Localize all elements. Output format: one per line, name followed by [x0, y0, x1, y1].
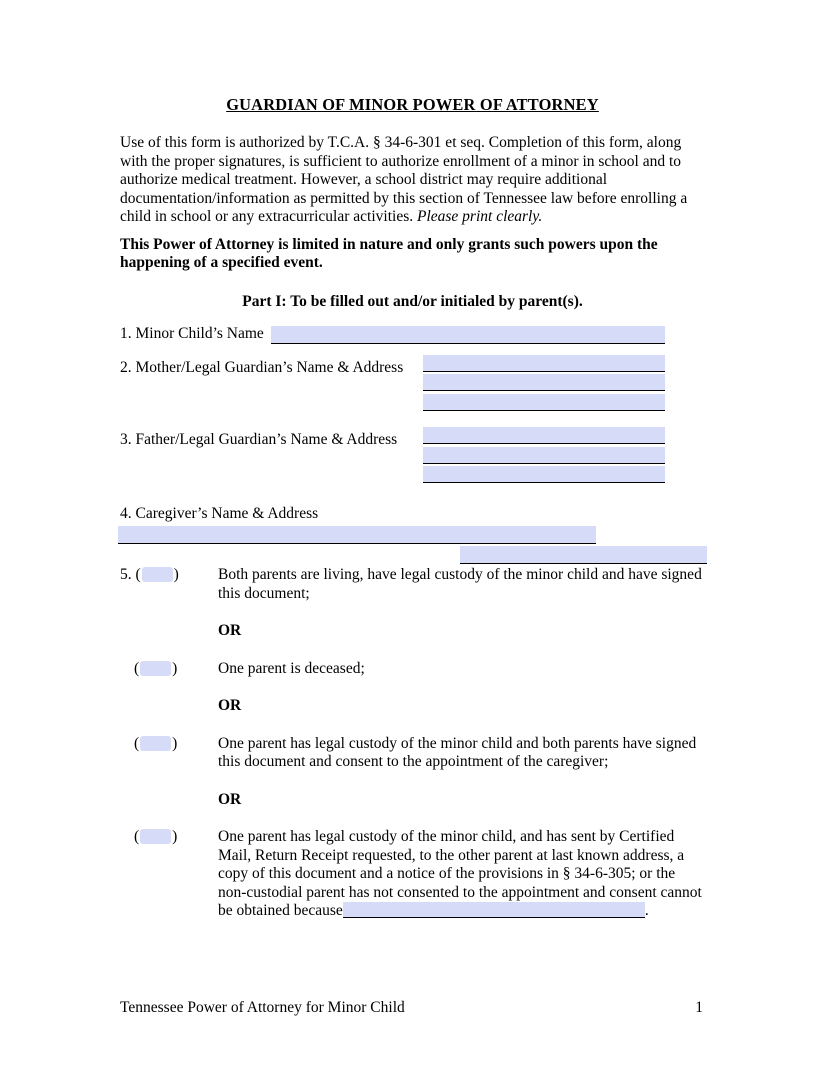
option2-text: One parent is deceased;: [218, 659, 365, 677]
mother-label: 2. Mother/Legal Guardian’s Name & Address: [120, 358, 404, 376]
mother-field-line-2[interactable]: [423, 374, 665, 391]
father-label: 3. Father/Legal Guardian’s Name & Address: [120, 431, 398, 448]
or-separator-1: OR: [218, 622, 242, 639]
caregiver-field-line-2[interactable]: [460, 546, 707, 564]
intro-italic-note: Please print clearly.: [416, 208, 543, 225]
father-field-group: [120, 427, 705, 486]
caregiver-field-group: [120, 505, 705, 565]
option3-initials-parens: ( ): [134, 734, 178, 752]
option-row-3: [120, 735, 705, 772]
item5-options: [120, 566, 705, 921]
intro-paragraph: [120, 134, 705, 227]
option4-initials-parens: ( ): [134, 828, 178, 845]
page-footer: [120, 999, 703, 1018]
mother-field-lines: [423, 355, 665, 414]
option4-text: [218, 828, 705, 921]
mother-field-line-3[interactable]: [423, 394, 665, 411]
minor-child-label: 1. Minor Child’s Name: [120, 325, 264, 342]
part1-heading: Part I: To be filled out and/or initialed by parent(s).: [242, 292, 583, 310]
limited-powers-note: This Power of Attorney is limited in nature and only grants such powers upon the happening of a specified event.: [120, 235, 658, 271]
document-title: GUARDIAN OF MINOR POWER OF ATTORNEY: [226, 95, 599, 114]
option4-text-after: .: [644, 902, 649, 919]
caregiver-label: 4. Caregiver’s Name & Address: [120, 504, 319, 522]
option-row-1: [120, 566, 705, 603]
option2-initials-parens: ( ): [134, 659, 178, 677]
option1-initials-field[interactable]: [142, 567, 173, 582]
or-separator-3: OR: [218, 790, 242, 808]
minor-child-row: [120, 325, 705, 344]
page-number: 1: [695, 999, 703, 1016]
mother-field-line-1[interactable]: [423, 355, 665, 372]
caregiver-field-line-1[interactable]: [118, 526, 596, 544]
father-field-line-2[interactable]: [423, 447, 665, 464]
option3-text: One parent has legal custody of the minor child and both parents have signed this document and consent to the appointment of the caregiver;: [218, 734, 697, 770]
item5-number: 5.: [120, 566, 132, 583]
footer-title: Tennessee Power of Attorney for Minor Child: [120, 999, 405, 1016]
father-field-line-1[interactable]: [423, 427, 665, 444]
option3-initials-field[interactable]: [140, 736, 171, 751]
option-row-4: [120, 828, 705, 921]
option1-text: Both parents are living, have legal custody of the minor child and have signed this document;: [218, 566, 702, 602]
option4-text-before: One parent has legal custody of the minor child, and has sent by Certified Mail, Return Receipt requested, to the other parent at last known address, a copy of this document and a notice of the provisions in § 34-6-305; or the non-custodial parent has not consented to the appointment and consent cannot be obtained because: [218, 828, 702, 919]
option-row-2: [120, 660, 705, 679]
option2-initials-field[interactable]: [140, 661, 171, 676]
father-field-line-3[interactable]: [423, 466, 665, 483]
father-field-lines: [423, 427, 665, 486]
consent-reason-field[interactable]: [343, 902, 645, 918]
option1-initials-parens: 5. ( ): [120, 566, 179, 583]
or-separator-2: OR: [218, 697, 242, 714]
mother-field-group: [120, 355, 705, 414]
intro-text: Use of this form is authorized by T.C.A. § 34-6-301 et seq. Completion of this form, along with the proper signatures, is sufficient to authorize enrollment of a minor in school and to authorize medical treatment. However, a school district may require additional documentation/information as permitted by this section of Tennessee law before enrolling a child in school or any extracurricular activities.: [120, 134, 688, 225]
option4-initials-field[interactable]: [140, 829, 171, 844]
minor-child-name-field[interactable]: [271, 326, 665, 344]
